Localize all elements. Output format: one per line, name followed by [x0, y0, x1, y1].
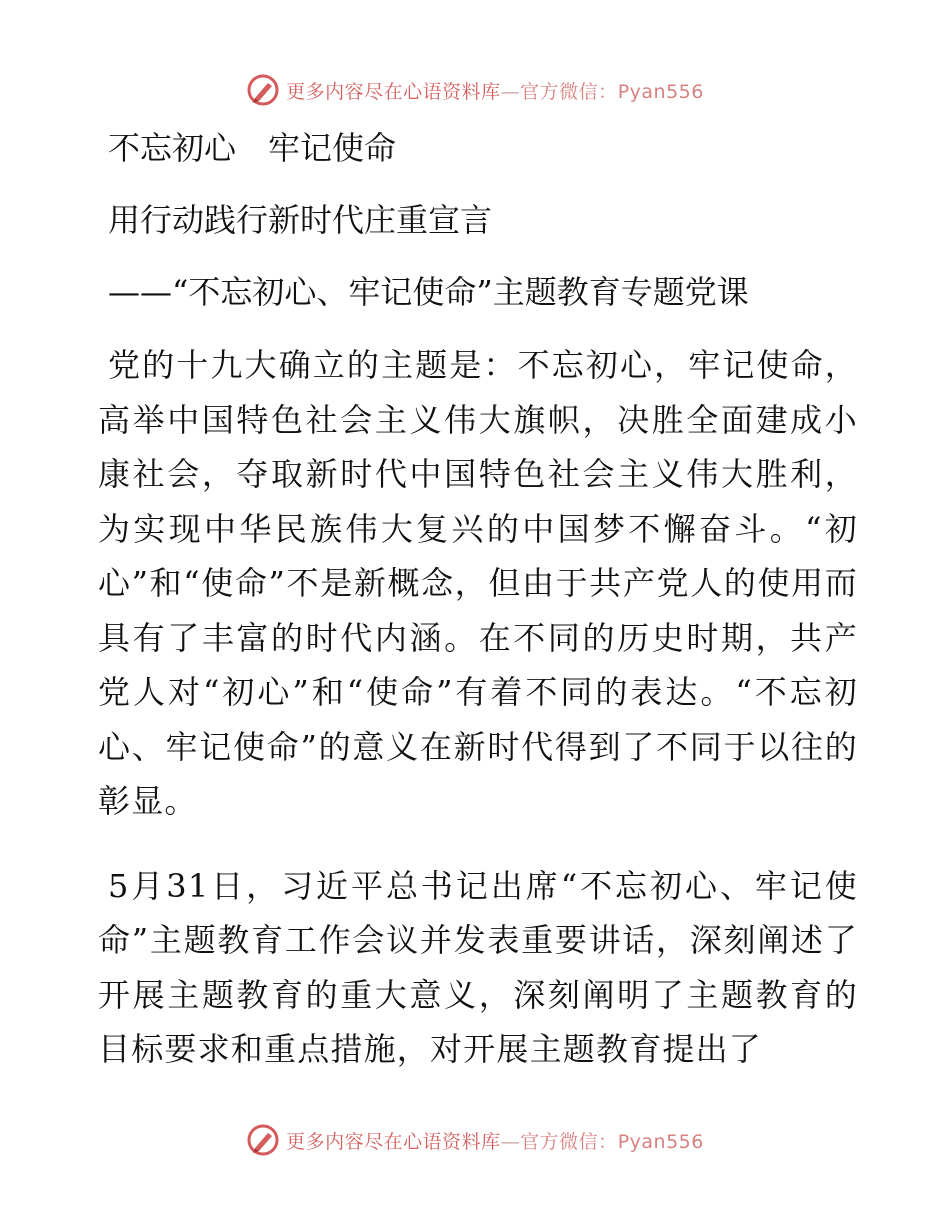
document-subtitle: ——“不忘初心、牢记使命”主题教育专题党课: [108, 273, 749, 311]
body-paragraph: 党的十九大确立的主题是：不忘初心，牢记使命，高举中国特色社会主义伟大旗帜，决胜全面建成小康社会，夺取新时代中国特色社会主义伟大胜利，为实现中华民族伟大复兴的中国梦不懈奋斗。“初心”和“使命”不是新概念，但由于共产党人的使用而具有了丰富的时代内涵。在不同的历史时期，共产党人对“初心”和“使命”有着不同的表达。“不忘初心、牢记使命”的意义在新时代得到了不同于以往的彰显。: [98, 346, 858, 820]
document-body: [98, 120, 858, 1077]
header-watermark: [0, 70, 950, 110]
watermark-wechat-id: Pyan556: [617, 1130, 704, 1153]
watermark-wechat-id: Pyan556: [617, 80, 704, 103]
watermark-wechat-label: 官方微信：: [520, 1130, 618, 1153]
pen-logo-icon: [246, 1123, 280, 1157]
pen-logo-icon: [246, 73, 280, 107]
document-title-line1: 不忘初心 牢记使命: [108, 129, 397, 167]
watermark-brand: 更多内容尽在心语资料库: [286, 1130, 501, 1153]
watermark-text: [286, 1127, 704, 1154]
watermark-separator: —: [500, 80, 521, 103]
watermark-wechat-label: 官方微信：: [520, 80, 618, 103]
watermark-separator: —: [500, 1130, 521, 1153]
footer-watermark: [0, 1120, 950, 1160]
watermark-text: [286, 77, 704, 104]
watermark-brand: 更多内容尽在心语资料库: [286, 80, 501, 103]
body-paragraph: 5月31日，习近平总书记出席“不忘初心、牢记使命”主题教育工作会议并发表重要讲话，深刻阐述了开展主题教育的重大意义，深刻阐明了主题教育的目标要求和重点措施，对开展主题教育提出了: [98, 866, 858, 1068]
document-title-line2: 用行动践行新时代庄重宣言: [108, 201, 493, 239]
